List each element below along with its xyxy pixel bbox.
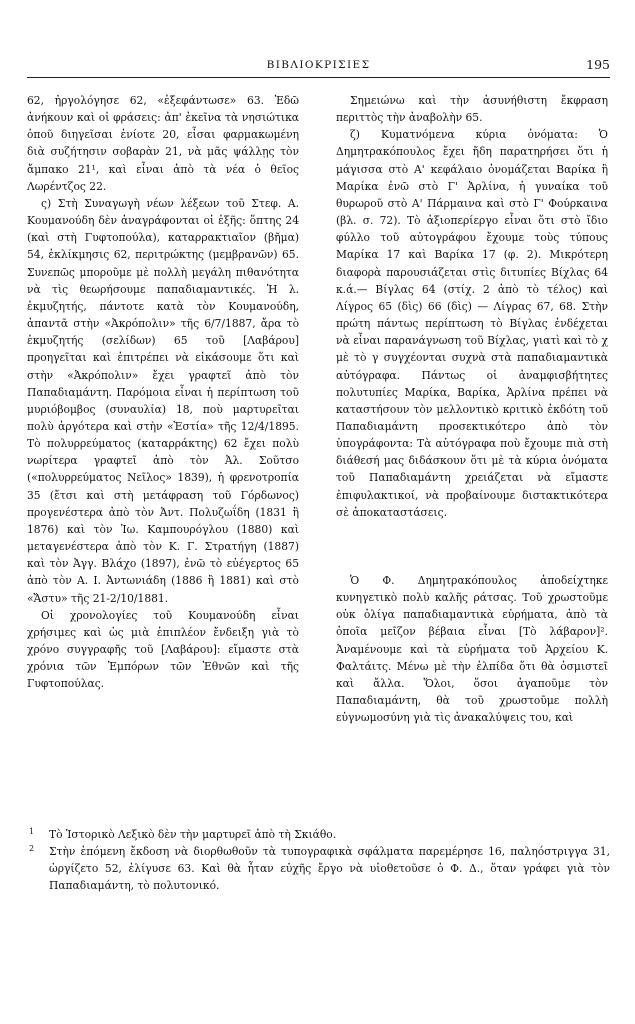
left-column (27, 92, 299, 692)
right-column (336, 92, 608, 726)
footnote-text: Τὸ Ἱστορικὸ Λεξικὸ δὲν τὴν μαρτυρεῖ ἀπὸ τὴ Σκιάθο. (49, 828, 337, 841)
footnote-text: Στὴν ἑπόμενη ἔκδοση νὰ διορθωθοῦν τὰ τυπογραφικὰ σφάλματα παρεμέρησε 16, παληόστριγγα 31, ὠργίζετο 52, ἐλίγυσε 63. Καὶ θὰ ἦταν εὐχῆς ἔργο νὰ υἱοθετοῦσε ὁ Φ. Δ., ὅταν γράφει γιὰ τὸν Παπαδιαμάντη, τὸ πολυτονικό. (49, 845, 610, 893)
left-paragraph-2: ς) Στὴ Συναγωγὴ νέων λέξεων τοῦ Στεφ. Α. Κουμανούδη δὲν ἀναγράφονται οἱ ἑξῆς: ὅπτης 24 (καὶ στὴ Γυφτοπούλα), καταρρακτιαῖον (βῆμα) 54, ἐκλίκμησις 62, περιτρώκτης (μεμβρανῶν) 65. Συνεπῶς μποροῦμε μὲ πολλὴ μεγάλη πιθανότητα νὰ τὶς θεωρήσουμε παπαδιαμαντικές. Ἡ λ. ἐκμυζητής, πάντοτε κατὰ τὸν Κουμανούδη, ἀπαντᾶ στὴν «Ἀκρόπολιν» τῆς 6/7/1887, ἄρα τὸ ἐκμυζητής (σελίδων) 65 τοῦ [Λαβάρου] προηγεῖται καὶ ἐπιτρέπει νὰ εἰκάσουμε ὅτι καὶ στὴν «Ἀκρόπολιν» ἔχει γραφτεῖ ἀπὸ τὸν Παπαδιαμάντη. Παρόμοια εἶναι ἡ περίπτωση τοῦ μυριόβομβος (συναυλία) 18, ποὺ μαρτυρεῖται πολὺ ἀργότερα καὶ στὴν «Ἑστία» τῆς 12/4/1895. Τὸ πολυρρεύματος (καταρράκτης) 62 ἔχει πολὺ νωρίτερα γραφτεῖ ἀπὸ τὸν Ἀλ. Σοῦτσο («πολυρρεύματος Νεῖλος» 1839), ἡ φρενοτροπία 35 (ἔτσι καὶ στὴ μετάφραση τοῦ Γόρδωνος) προγενέστερα ἀπὸ τὸν Ἀντ. Πολυζωΐδη (1831 ἢ 1876) καὶ τὸν Ἰω. Καμπουρόγλου (1880) καὶ μεταγενέστερα ἀπὸ τὸν Κ. Γ. Στρατήγη (1887) καὶ τὸν Ἀγγ. Βλάχο (1897), ἐνῶ τὸ εὐέγερτος 65 ἀπὸ τὸν Α. Ι. Ἀντωνιάδη (1886 ἢ 1881) καὶ στὸ «Ἄστυ» τῆς 21-2/10/1881. (27, 196, 299, 605)
footnote-mark: 2 (29, 844, 35, 854)
footnotes (27, 826, 610, 895)
footnote-mark: 1 (29, 827, 35, 836)
page-header (27, 57, 610, 78)
left-paragraph-3: Οἱ χρονολογίες τοῦ Κουμανούδη εἶναι χρήσιμες καὶ ὡς μιὰ ἐπιπλέον ἔνδειξη γιὰ τὸ χρόνο συγγραφῆς τοῦ [Λαβάρου]: εἴμαστε στὰ χρόνια τῶν Ἐμπόρων τῶν Ἐθνῶν καὶ τῆς Γυφτοπούλας. (27, 608, 299, 691)
left-paragraph-1: 62, ἠργολόγησε 62, «ἐξεφάντωσε» 63. Ἐδῶ ἀνήκουν καὶ οἱ φράσεις: ἀπ' ἐκεῖνα τὰ νησιώτικα ὁποῦ διηγεῖσαι ἐνίοτε 20, εἶσαι φαρμακωμένη διὰ συζήτησιν σοβαρὰν 21, νὰ μᾶς ψάλλῃς τὸν ἄμπακο 21¹, καὶ εἶναι ἀπὸ τὰ νέα ὁ θεῖος Λωρέντζος 22. (27, 94, 299, 193)
right-paragraph-1: Σημειώνω καὶ τὴν ἀσυνήθιστη ἔκφραση περιττὸς τὴν ἀναβολὴν 65. (336, 94, 608, 125)
footnote-1 (27, 826, 610, 843)
right-paragraph-3: Ὁ Φ. Δημητρακόπουλος ἀποδείχτηκε κυνηγετικὸ πολὺ καλῆς ράτσας. Τοῦ χρωστοῦμε οὐκ ὀλίγα παπαδιαμαντικὰ εὑρήματα, ἀπὸ τὰ ὁποῖα μεῖζον βέβαια εἶναι [Τὸ λάβαρον]². Ἀναμένουμε καὶ τὰ εὑρήματα τοῦ Ἀρχείου Κ. Φαλτάιτς. Μένω μὲ τὴν ἐλπίδα ὅτι θὰ ὀσμιστεῖ καὶ ἄλλα. Ὅλοι, ὅσοι ἀγαποῦμε τὸν Παπαδιαμάντη, θὰ τοῦ χρωστοῦμε πολλὴ εὐγνωμοσύνη γιὰ τὶς ἀνακαλύψεις του, καὶ (336, 573, 608, 725)
running-title: ΒΙΒΛΙΟΚΡΙΣΙΕΣ (266, 59, 371, 71)
page-number: 195 (586, 57, 610, 72)
footnote-2 (27, 843, 610, 894)
right-paragraph-2: ζ) Κυματνόμενα κύρια ὀνόματα: Ὁ Δημητρακόπουλος ἔχει ἤδη παρατηρήσει ὅτι ἡ μάγισσα στὸ Α' κεφάλαιο ὀνομάζεται Βαρίκα ἢ Μαρίκα ἐνῶ στὸ Γ' Ἀρλίνα, ἡ γυναίκα τοῦ θυρωροῦ στὸ Α' Πάρμαινα καὶ στὸ Γ' Φούρκαινα (βλ. σ. 72). Τὸ ἀξιοπερίεργο εἶναι ὅτι στὸ ἴδιο φύλλο τοῦ αὐτογράφου ἔχουμε τοὺς τύπους Μαρίκα 17 καὶ Βαρίκα 17 (φ. 2). Μικρότερη διαφορὰ παρουσιάζεται στὶς διτυπίες Βίχλας 64 κ.ά.— Βίγλας 64 (στίχ. 2 ἀπὸ τὸ τέλος) καὶ Λίγρος 65 (δὶς) 66 (δὶς) — Λίγρας 67, 68. Στὴν πρώτη πάντως περίπτωση τὸ Βίγλας ἐνδέχεται νὰ εἶναι παρανάγνωση τοῦ Βίχλας, γιατὶ καὶ τὸ χ μὲ τὸ γ συγχέονται συχνὰ στὰ παπαδιαμαντικὰ αὐτόγραφα. Πάντως οἱ ἀναμφισβήτητες πολυτυπίες Μαρίκα, Βαρίκα, Ἀρλίνα πρέπει νὰ καταστήσουν τὸν μελλοντικὸ κριτικὸ ἐκδότη τοῦ Παπαδιαμάντη προσεκτικότερο ἀπὸ τὸν ὑπογράφοντα: Τὰ αὐτόγραφα ποὺ ἔχουμε πιὰ στὴ διάθεσή μας διδάσκουν ὅτι μὲ τὰ κύρια ὀνόματα τοῦ Παπαδιαμάντη χρειάζεται νὰ εἴμαστε ἐπιφυλακτικοί, νὰ προβαίνουμε διστακτικότερα σὲ ἀποκαταστάσεις. (336, 128, 608, 519)
